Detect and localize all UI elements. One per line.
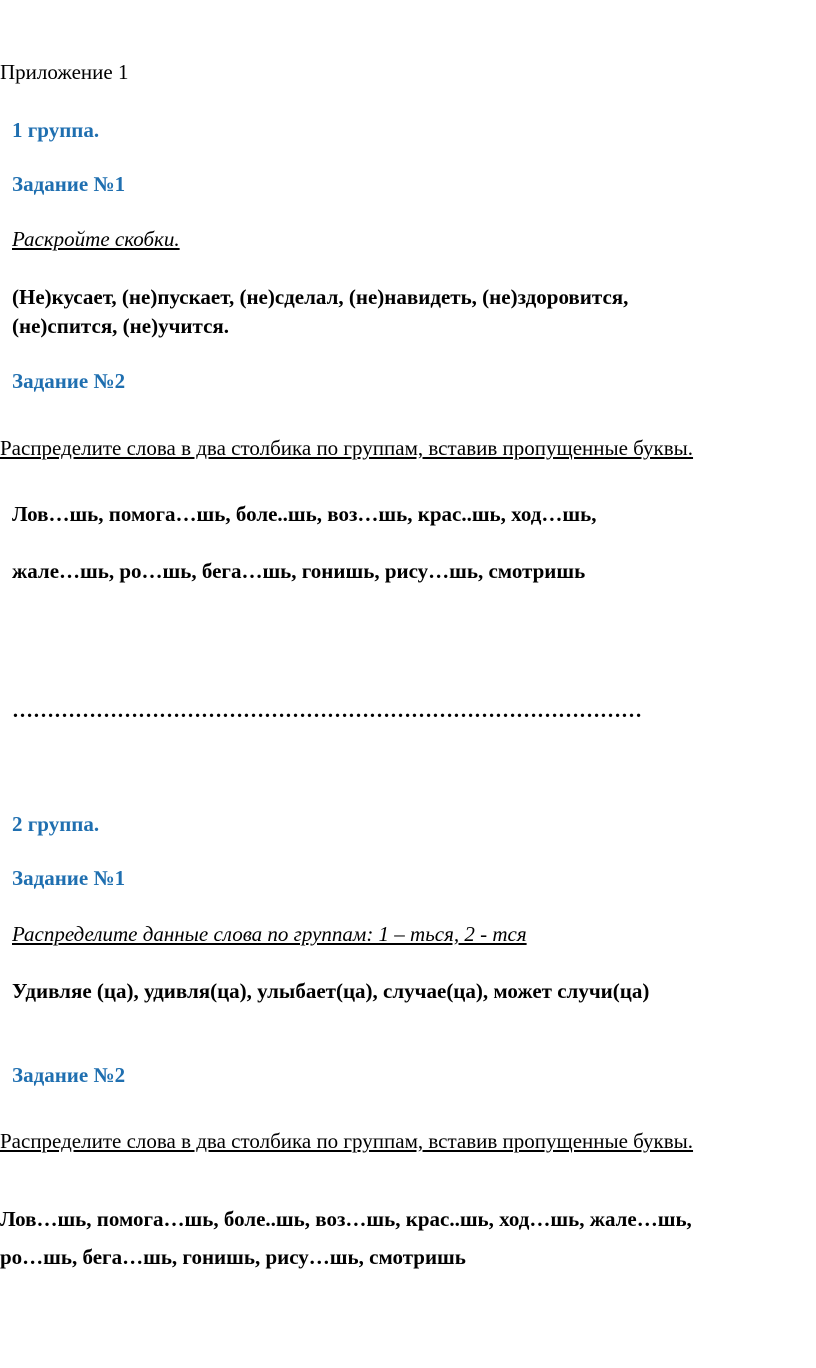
group1-task2-text-line1: Лов…шь, помога…шь, боле..шь, воз…шь, крас..шь, ход…шь, xyxy=(12,502,597,526)
group1-task1-instruction: Раскройте скобки. xyxy=(12,227,180,251)
group1-heading: 1 группа. xyxy=(12,118,100,142)
dotted-separator: ……………………………………………………………………………… xyxy=(12,698,642,722)
group2-heading: 2 группа. xyxy=(12,812,100,836)
appendix-title: Приложение 1 xyxy=(0,60,129,84)
group1-task1-text-line2: (не)спится, (не)учится. xyxy=(12,314,230,338)
group2-task2-heading: Задание №2 xyxy=(12,1063,126,1087)
group1-task1-text-line1: (Не)кусает, (не)пускает, (не)сделал, (не)навидеть, (не)здоровится, xyxy=(12,285,629,309)
group2-task2-text-line2: ро…шь, бега…шь, гонишь, рису…шь, смотришь xyxy=(0,1245,466,1269)
group2-task2-instruction: Распределите слова в два столбика по группам, вставив пропущенные буквы. xyxy=(0,1129,694,1153)
group1-task2-instruction: Распределите слова в два столбика по группам, вставив пропущенные буквы. xyxy=(0,436,694,460)
group2-task1-text-line1: Удивляе (ца), удивля(ца), улыбает(ца), случае(ца), может случи(ца) xyxy=(12,979,650,1003)
group2-task2-text-line1: Лов…шь, помога…шь, боле..шь, воз…шь, крас..шь, ход…шь, жале…шь, xyxy=(0,1207,692,1231)
group1-task2-heading: Задание №2 xyxy=(12,369,126,393)
group1-task1-heading: Задание №1 xyxy=(12,172,126,196)
group2-task1-instruction: Распределите данные слова по группам: 1 – ться, 2 - тся xyxy=(12,922,527,946)
group1-task2-text-line2: жале…шь, ро…шь, бега…шь, гонишь, рису…шь, смотришь xyxy=(12,559,586,583)
group2-task1-heading: Задание №1 xyxy=(12,866,126,890)
